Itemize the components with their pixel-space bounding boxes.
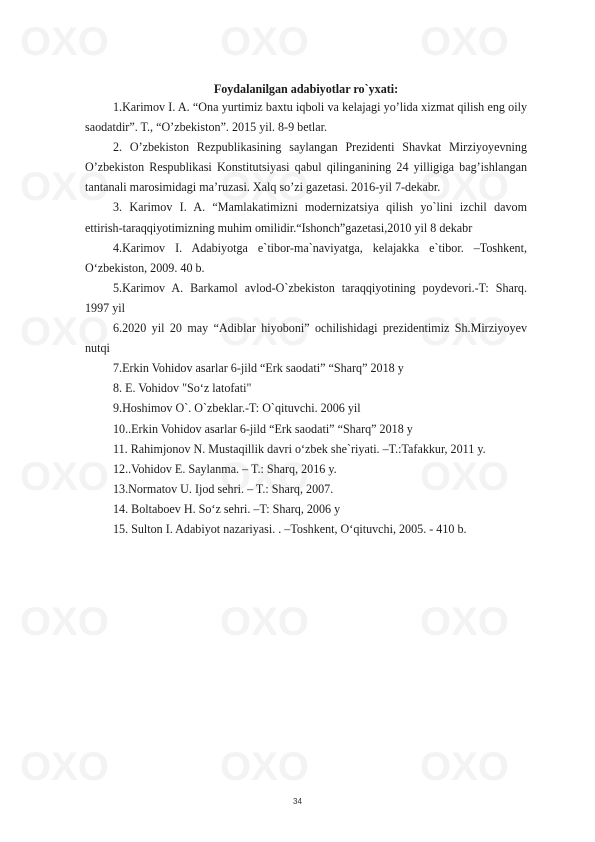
page-number: 34 [293,797,302,806]
reference-item-7: 7.Erkin Vohidov asarlar 6-jild “Erk saodati” “Sharq” 2018 y [113,361,404,376]
reference-item-9: 9.Hoshimov O`. O`zbeklar.-T: O`qituvchi. 2006 yil [113,401,361,416]
references-heading: Foydalanilgan adabiyotlar ro`yxati: [213,82,399,96]
reference-item-1: 1.Karimov I. A. “Ona yurtimiz baxtu iqboli va kelajagi yo’lida xizmat qilish eng oily saodatdir”. T., “O’zbekiston”. 2015 yil. 8-9 betlar. [85,100,527,135]
reference-item-4: 4.Karimov I. Adabiyotga e`tibor-ma`naviyatga, kelajakka e`tibor. –Toshkent, O‘zbekiston, 2009. 40 b. [85,240,527,275]
reference-item-2: 2. O’zbekiston Rezpublikasining saylangan Prezidenti Shavkat Mirziyoyevning O’zbekiston Respublikasi Konstitutsiyasi qabul qilinganining 24 yilligiga bag’ishlangan tantanali marosimidagi ma’ruzasi. Xalq so’zi gazetasi. 2016-yil 7-dekabr. [85,140,527,195]
reference-item-14: 14. Boltaboev H. So‘z sehri. –T: Sharq, 2006 y [113,501,341,516]
reference-item-11: 11. Rahimjonov N. Mustaqillik davri o‘zbek she`riyati. –T.:Tafakkur, 2011 y. [113,441,486,456]
reference-item-8: 8. E. Vohidov "So‘z latofati" [113,381,252,396]
reference-item-10: 10..Erkin Vohidov asarlar 6-jild “Erk saodati” “Sharq” 2018 y [113,421,413,436]
reference-item-15: 15. Sulton I. Adabiyot nazariyasi. . –Toshkent, O‘qituvchi, 2005. - 410 b. [113,521,467,536]
reference-item-3: 3. Karimov I. A. “Mamlakatimizni modernizatsiya qilish yo`lini izchil davom ettirish-taraqqiyotimizning muhim omilidir.“Ishonch”gazetasi,2010 yil 8 dekabr [85,200,527,235]
reference-item-5: 5.Karimov A. Barkamol avlod-O`zbekiston taraqqiyotining poydevori.-T: Sharq. 1997 yil [85,280,527,315]
reference-item-6: 6.2020 yil 20 may “Adiblar hiyoboni” ochilishidagi prezidentimiz Sh.Mirziyoyev nutqi [85,321,527,356]
reference-item-13: 13.Normatov U. Ijod sehri. – T.: Sharq, 2007. [113,481,334,496]
references-section [85,82,527,539]
reference-item-12: 12..Vohidov E. Saylanma. – T.: Sharq, 2016 y. [113,461,337,476]
